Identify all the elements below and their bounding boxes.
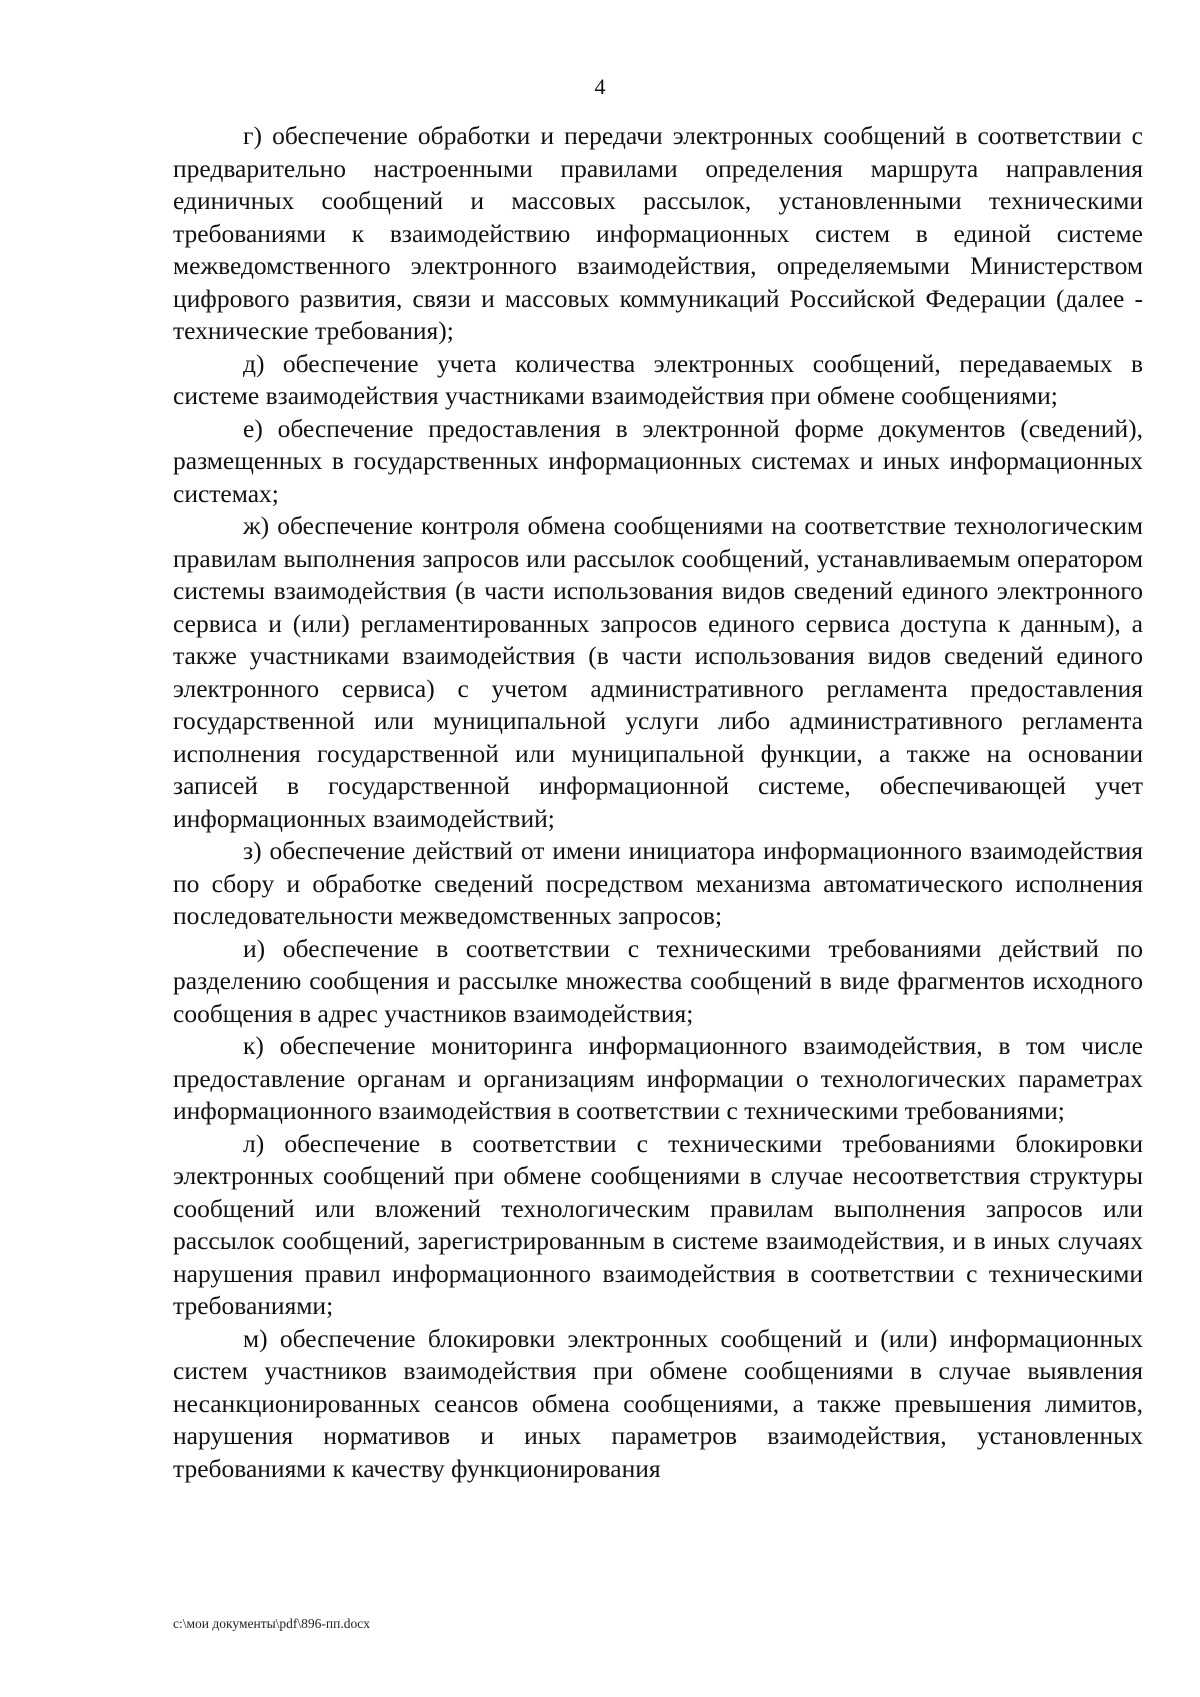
paragraph-d: д) обеспечение учета количества электронных сообщений, передаваемых в системе взаимодействия участниками взаимодействия при обмене сообщениями;: [173, 348, 1143, 410]
paragraph-g: г) обеспечение обработки и передачи электронных сообщений в соответствии с предварительно настроенными правилами определения маршрута направления единичных сообщений и массовых рассылок, установленными техническими требованиями к взаимодействию информационных систем в единой системе межведомственного электронного взаимодействия, определяемыми Министерством цифрового развития, связи и массовых коммуникаций Российской Федерации (далее - технические требования);: [173, 121, 1143, 345]
paragraph-i: и) обеспечение в соответствии с техническими требованиями действий по разделению сообщения и рассылке множества сообщений в виде фрагментов исходного сообщения в адрес участников взаимодействия;: [173, 933, 1143, 1028]
footer-file-path: c:\мои документы\pdf\896-пп.docx: [173, 1616, 370, 1631]
paragraph-k: к) обеспечение мониторинга информационного взаимодействия, в том числе предоставление органам и организациям информации о технологических параметрах информационного взаимодействия в соответствии с техническими требованиями;: [173, 1031, 1143, 1125]
paragraph-zh: ж) обеспечение контроля обмена сообщениями на соответствие технологическим правилам выполнения запросов или рассылок сообщений, устанавливаемым оператором системы взаимодействия (в части использования видов сведений единого электронного сервиса и (или) регламентированных запросов единого сервиса доступа к данным), а также участниками взаимодействия (в части использования видов сведений единого электронного сервиса) с учетом административного регламента предоставления государственной или муниципальной услуги либо административного регламента исполнения государственной или муниципальной функции, а также на основании записей в государственной информационной системе, обеспечивающей учет информационных взаимодействий;: [173, 511, 1143, 833]
document-body: [173, 120, 1143, 1485]
paragraph-l: л) обеспечение в соответствии с техническими требованиями блокировки электронных сообщений при обмене сообщениями в случае несоответствия структуры сообщений или вложений технологическим правилам выполнения запросов или рассылок сообщений, зарегистрированным в системе взаимодействия, и в иных случаях нарушения правил информационного взаимодействия в соответствии с техническими требованиями;: [173, 1128, 1143, 1320]
paragraph-m: м) обеспечение блокировки электронных сообщений и (или) информационных систем участников взаимодействия при обмене сообщениями в случае выявления несанкционированных сеансов обмена сообщениями, а также превышения лимитов, нарушения нормативов и иных параметров взаимодействия, установленных требованиями к качеству функционирования: [173, 1323, 1143, 1483]
page-number: 4: [594, 74, 606, 99]
paragraph-z: з) обеспечение действий от имени инициатора информационного взаимодействия по сбору и обработке сведений посредством механизма автоматического исполнения последовательности межведомственных запросов;: [173, 836, 1143, 930]
paragraph-e: е) обеспечение предоставления в электронной форме документов (сведений), размещенных в государственных информационных системах и иных информационных системах;: [173, 413, 1143, 508]
